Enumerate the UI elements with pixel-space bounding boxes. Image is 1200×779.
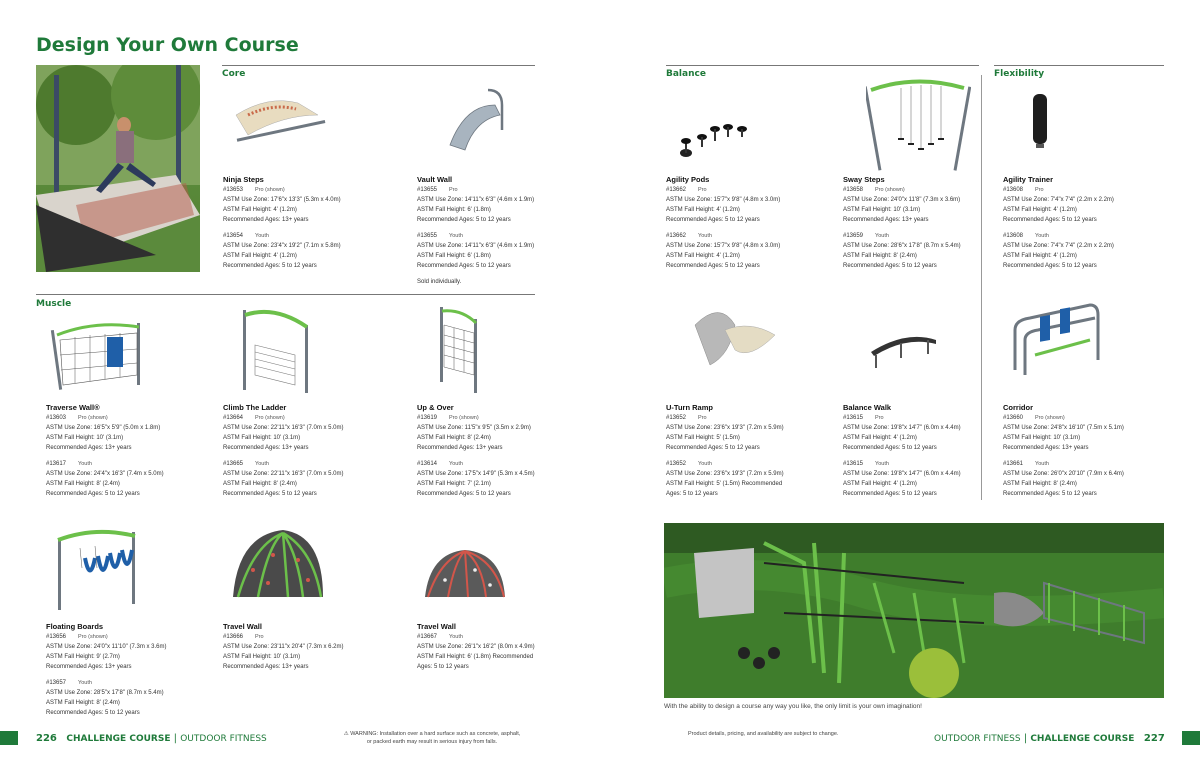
course-photo-caption: With the ability to design a course any way you like, the only limit is your own imagination! bbox=[664, 703, 922, 710]
fall-height: ASTM Fall Height: 8' (2.4m) bbox=[417, 435, 491, 441]
recommended-ages: Recommended Ages: 13+ years bbox=[223, 445, 309, 451]
use-zone: ASTM Use Zone: 22'11"x 16'3" (7.0m x 5.0m) bbox=[223, 471, 344, 477]
use-zone: ASTM Use Zone: 23'11"x 20'4" (7.3m x 6.2m) bbox=[223, 644, 344, 650]
travel-wall-pro-image bbox=[228, 525, 328, 605]
recommended-ages: Recommended Ages: 5 to 12 years bbox=[666, 445, 760, 451]
use-zone: ASTM Use Zone: 24'0"x 11'8" (7.3m x 3.6m) bbox=[843, 197, 961, 203]
section-balance: Balance bbox=[666, 69, 706, 79]
product-name: Climb The Ladder bbox=[223, 403, 287, 412]
product-tag: Youth bbox=[698, 233, 712, 239]
warning-icon: ⚠ bbox=[343, 731, 349, 737]
sway-steps-image bbox=[866, 78, 971, 173]
use-zone: ASTM Use Zone: 16'5"x 5'9" (5.0m x 1.8m) bbox=[46, 425, 161, 431]
product-name: Agility Trainer bbox=[1003, 175, 1054, 184]
recommended-ages: Recommended Ages: 5 to 12 years bbox=[843, 491, 937, 497]
product-number: #13662 bbox=[666, 187, 687, 193]
product-number: #13666 bbox=[223, 634, 244, 640]
product-number: #13608 bbox=[1003, 187, 1024, 193]
recommended-ages: Recommended Ages: 5 to 12 years bbox=[666, 217, 760, 223]
product-floating-boards bbox=[46, 622, 216, 718]
recommended-ages: Recommended Ages: 5 to 12 years bbox=[843, 263, 937, 269]
product-tag: Pro bbox=[698, 187, 707, 193]
product-number: #13652 bbox=[666, 415, 687, 421]
product-number: #13615 bbox=[843, 461, 864, 467]
recommended-ages: Recommended Ages: 13+ years bbox=[1003, 445, 1089, 451]
recommended-ages: Recommended Ages: 13+ years bbox=[843, 217, 929, 223]
recommended-ages: Recommended Ages: 5 to 12 years bbox=[223, 263, 317, 269]
recommended-ages: Recommended Ages: 5 to 12 years bbox=[843, 445, 937, 451]
use-zone: ASTM Use Zone: 23'6"x 19'3" (7.2m x 5.9m) bbox=[666, 471, 784, 477]
recommended-ages: Recommended Ages: 5 to 12 years bbox=[1003, 491, 1097, 497]
product-tag: Youth bbox=[449, 634, 463, 640]
product-number: #13667 bbox=[417, 634, 438, 640]
fall-height: ASTM Fall Height: 7' (2.1m) bbox=[417, 481, 491, 487]
product-number: #13656 bbox=[46, 634, 67, 640]
use-zone: ASTM Use Zone: 7'4"x 7'4" (2.2m x 2.2m) bbox=[1003, 197, 1114, 203]
up-and-over-image bbox=[432, 305, 487, 395]
use-zone: ASTM Use Zone: 14'11"x 6'3" (4.6m x 1.9m) bbox=[417, 243, 535, 249]
product-tag: Youth bbox=[875, 461, 889, 467]
climb-ladder-image bbox=[235, 305, 320, 395]
right-footer bbox=[934, 733, 1165, 744]
disclaimer: Product details, pricing, and availability are subject to change. bbox=[688, 731, 839, 737]
recommended-ages: Recommended Ages: 13+ years bbox=[46, 445, 132, 451]
product-name: Travel Wall bbox=[223, 622, 262, 631]
recommended-ages: Recommended Ages: 5 to 12 years bbox=[666, 263, 760, 269]
use-zone: ASTM Use Zone: 26'0"x 20'10" (7.9m x 6.4m) bbox=[1003, 471, 1124, 477]
divider bbox=[222, 65, 535, 66]
use-zone: ASTM Use Zone: 23'4"x 19'2" (7.1m x 5.8m) bbox=[223, 243, 341, 249]
recommended-ages: Recommended Ages: 13+ years bbox=[223, 217, 309, 223]
product-number: #13661 bbox=[1003, 461, 1024, 467]
product-tag: Pro (shown) bbox=[875, 187, 905, 193]
product-tag: Youth bbox=[698, 461, 712, 467]
product-tag: Pro (shown) bbox=[1035, 415, 1065, 421]
product-tag: Pro (shown) bbox=[78, 415, 108, 421]
product-tag: Youth bbox=[875, 233, 889, 239]
product-balance-walk bbox=[843, 403, 1013, 499]
fall-height: ASTM Fall Height: 10' (3.1m) bbox=[223, 435, 301, 441]
product-name: Agility Pods bbox=[666, 175, 710, 184]
product-tag: Pro (shown) bbox=[449, 415, 479, 421]
product-tag: Youth bbox=[78, 461, 92, 467]
product-number: #13662 bbox=[666, 233, 687, 239]
fall-height: ASTM Fall Height: 8' (2.4m) bbox=[46, 481, 120, 487]
product-tag: Pro bbox=[698, 415, 707, 421]
product-agility-pods bbox=[666, 175, 836, 271]
product-tag: Youth bbox=[1035, 233, 1049, 239]
recommended-ages: Recommended Ages: 5 to 12 years bbox=[46, 710, 140, 716]
product-number: #13657 bbox=[46, 680, 67, 686]
divider bbox=[666, 65, 979, 66]
u-turn-ramp-image bbox=[690, 305, 780, 370]
recommended-ages: Recommended Ages: 13+ years bbox=[223, 664, 309, 670]
ninja-steps-image bbox=[228, 85, 328, 150]
left-footer bbox=[36, 733, 267, 744]
warning-line-2: or packed earth may result in serious injury from falls. bbox=[366, 739, 498, 745]
use-zone: ASTM Use Zone: 19'8"x 14'7" (6.0m x 4.4m) bbox=[843, 425, 961, 431]
product-traverse-wall bbox=[46, 403, 216, 499]
corridor-image bbox=[1010, 300, 1100, 380]
product-number: #13653 bbox=[223, 187, 244, 193]
fall-height: ASTM Fall Height: 8' (2.4m) bbox=[46, 700, 120, 706]
left-footer-bold: CHALLENGE COURSE bbox=[66, 734, 171, 744]
section-core: Core bbox=[222, 69, 246, 79]
use-zone: ASTM Use Zone: 14'11"x 6'3" (4.6m x 1.9m) bbox=[417, 197, 535, 203]
product-note: Sold individually. bbox=[417, 279, 462, 285]
product-name: Corridor bbox=[1003, 403, 1033, 412]
product-number: #13614 bbox=[417, 461, 438, 467]
product-sway-steps bbox=[843, 175, 1013, 271]
product-number: #13654 bbox=[223, 233, 244, 239]
fall-height: ASTM Fall Height: 4' (1.2m) bbox=[1003, 253, 1077, 259]
product-tag: Youth bbox=[449, 461, 463, 467]
fall-height: ASTM Fall Height: 8' (2.4m) bbox=[223, 481, 297, 487]
agility-pods-image bbox=[672, 115, 752, 160]
fall-height-and-ages: ASTM Fall Height: 5' (1.5m) Recommended Ages: 5 to 12 years bbox=[666, 481, 783, 497]
product-tag: Pro (shown) bbox=[255, 187, 285, 193]
divider bbox=[36, 294, 535, 295]
product-agility-trainer bbox=[1003, 175, 1173, 271]
product-name: U-Turn Ramp bbox=[666, 403, 713, 412]
product-number: #13652 bbox=[666, 461, 687, 467]
product-up-and-over bbox=[417, 403, 587, 499]
fall-height-and-ages: ASTM Fall Height: 6' (1.8m) Recommended Ages: 5 to 12 years bbox=[417, 654, 534, 670]
product-name: Up & Over bbox=[417, 403, 454, 412]
use-zone: ASTM Use Zone: 23'6"x 19'3" (7.2m x 5.9m) bbox=[666, 425, 784, 431]
balance-walk-image bbox=[866, 330, 941, 370]
page-number-right: 227 bbox=[1143, 733, 1165, 744]
use-zone: ASTM Use Zone: 24'0"x 11'10" (7.3m x 3.6m) bbox=[46, 644, 167, 650]
use-zone: ASTM Use Zone: 7'4"x 7'4" (2.2m x 2.2m) bbox=[1003, 243, 1114, 249]
fall-height: ASTM Fall Height: 8' (2.4m) bbox=[1003, 481, 1077, 487]
product-number: #13655 bbox=[417, 187, 438, 193]
agility-trainer-image bbox=[1028, 90, 1052, 150]
product-name: Traverse Wall® bbox=[46, 403, 100, 412]
fall-height: ASTM Fall Height: 6' (1.8m) bbox=[417, 253, 491, 259]
product-name: Travel Wall bbox=[417, 622, 456, 631]
section-flexibility: Flexibility bbox=[994, 69, 1045, 79]
floating-boards-image bbox=[50, 528, 145, 613]
fall-height: ASTM Fall Height: 10' (3.1m) bbox=[223, 654, 301, 660]
page-number-left: 226 bbox=[36, 733, 57, 744]
product-name: Balance Walk bbox=[843, 403, 892, 412]
left-footer-light: OUTDOOR FITNESS bbox=[180, 734, 267, 744]
product-tag: Pro bbox=[449, 187, 458, 193]
product-number: #13658 bbox=[843, 187, 864, 193]
product-number: #13665 bbox=[223, 461, 244, 467]
use-zone: ASTM Use Zone: 17'6"x 13'3" (5.3m x 4.0m) bbox=[223, 197, 341, 203]
product-travel-wall-pro bbox=[223, 622, 393, 672]
left-page-tab bbox=[0, 731, 18, 745]
product-tag: Pro bbox=[875, 415, 884, 421]
use-zone: ASTM Use Zone: 26'1"x 16'2" (8.0m x 4.9m) bbox=[417, 644, 535, 650]
recommended-ages: Recommended Ages: 13+ years bbox=[46, 664, 132, 670]
fall-height: ASTM Fall Height: 10' (3.1m) bbox=[46, 435, 124, 441]
fall-height: ASTM Fall Height: 9' (2.7m) bbox=[46, 654, 120, 660]
right-footer-bold: CHALLENGE COURSE bbox=[1030, 734, 1135, 744]
fall-height: ASTM Fall Height: 8' (2.4m) bbox=[843, 253, 917, 259]
fall-height: ASTM Fall Height: 4' (1.2m) bbox=[666, 253, 740, 259]
recommended-ages: Recommended Ages: 13+ years bbox=[417, 445, 503, 451]
warning-line-1: WARNING: Installation over a hard surface such as concrete, asphalt, bbox=[350, 731, 521, 737]
product-number: #13664 bbox=[223, 415, 244, 421]
use-zone: ASTM Use Zone: 22'11"x 16'3" (7.0m x 5.0m) bbox=[223, 425, 344, 431]
fall-height: ASTM Fall Height: 4' (1.2m) bbox=[666, 207, 740, 213]
product-u-turn-ramp bbox=[666, 403, 836, 499]
product-number: #13655 bbox=[417, 233, 438, 239]
product-name: Sway Steps bbox=[843, 175, 885, 184]
right-page-tab bbox=[1182, 731, 1200, 745]
use-zone: ASTM Use Zone: 11'5"x 9'5" (3.5m x 2.9m) bbox=[417, 425, 531, 431]
recommended-ages: Recommended Ages: 5 to 12 years bbox=[1003, 217, 1097, 223]
recommended-ages: Recommended Ages: 5 to 12 years bbox=[417, 491, 511, 497]
travel-wall-youth-image bbox=[420, 545, 510, 605]
page-title: Design Your Own Course bbox=[36, 34, 299, 56]
footer-separator: | bbox=[173, 733, 178, 744]
traverse-wall-image bbox=[45, 315, 150, 395]
product-tag: Pro (shown) bbox=[78, 634, 108, 640]
product-tag: Pro bbox=[255, 634, 264, 640]
product-ninja-steps bbox=[223, 175, 393, 271]
product-travel-wall-youth bbox=[417, 622, 542, 672]
product-corridor bbox=[1003, 403, 1173, 499]
product-name: Ninja Steps bbox=[223, 175, 264, 184]
recommended-ages: Recommended Ages: 5 to 12 years bbox=[417, 263, 511, 269]
product-number: #13659 bbox=[843, 233, 864, 239]
product-tag: Youth bbox=[78, 680, 92, 686]
fall-height: ASTM Fall Height: 5' (1.5m) bbox=[666, 435, 740, 441]
footer-separator: | bbox=[1023, 733, 1028, 744]
product-number: #13617 bbox=[46, 461, 67, 467]
fall-height: ASTM Fall Height: 4' (1.2m) bbox=[223, 253, 297, 259]
use-zone: ASTM Use Zone: 15'7"x 9'8" (4.8m x 3.0m) bbox=[666, 197, 781, 203]
product-tag: Youth bbox=[449, 233, 463, 239]
use-zone: ASTM Use Zone: 24'4"x 16'3" (7.4m x 5.0m) bbox=[46, 471, 164, 477]
fall-height: ASTM Fall Height: 4' (1.2m) bbox=[1003, 207, 1077, 213]
fall-height: ASTM Fall Height: 6' (1.8m) bbox=[417, 207, 491, 213]
product-climb-the-ladder bbox=[223, 403, 393, 499]
hero-photo bbox=[36, 65, 200, 272]
divider bbox=[994, 65, 1164, 66]
fall-height: ASTM Fall Height: 4' (1.2m) bbox=[223, 207, 297, 213]
product-number: #13660 bbox=[1003, 415, 1024, 421]
use-zone: ASTM Use Zone: 17'5"x 14'9" (5.3m x 4.5m) bbox=[417, 471, 535, 477]
product-number: #13608 bbox=[1003, 233, 1024, 239]
product-tag: Pro bbox=[1035, 187, 1044, 193]
use-zone: ASTM Use Zone: 28'5"x 17'8" (8.7m x 5.4m) bbox=[46, 690, 164, 696]
recommended-ages: Recommended Ages: 5 to 12 years bbox=[46, 491, 140, 497]
product-number: #13619 bbox=[417, 415, 438, 421]
product-tag: Pro (shown) bbox=[255, 415, 285, 421]
product-number: #13603 bbox=[46, 415, 67, 421]
recommended-ages: Recommended Ages: 5 to 12 years bbox=[1003, 263, 1097, 269]
use-zone: ASTM Use Zone: 15'7"x 9'8" (4.8m x 3.0m) bbox=[666, 243, 781, 249]
section-muscle: Muscle bbox=[36, 299, 72, 309]
vault-wall-image bbox=[440, 85, 510, 155]
product-tag: Youth bbox=[255, 461, 269, 467]
use-zone: ASTM Use Zone: 24'8"x 16'10" (7.5m x 5.1m) bbox=[1003, 425, 1124, 431]
recommended-ages: Recommended Ages: 5 to 12 years bbox=[223, 491, 317, 497]
product-tag: Youth bbox=[255, 233, 269, 239]
warning-note bbox=[342, 730, 522, 746]
product-vault-wall bbox=[417, 175, 587, 287]
product-tag: Youth bbox=[1035, 461, 1049, 467]
fall-height: ASTM Fall Height: 4' (1.2m) bbox=[843, 435, 917, 441]
fall-height: ASTM Fall Height: 4' (1.2m) bbox=[843, 481, 917, 487]
recommended-ages: Recommended Ages: 5 to 12 years bbox=[417, 217, 511, 223]
use-zone: ASTM Use Zone: 19'8"x 14'7" (6.0m x 4.4m) bbox=[843, 471, 961, 477]
use-zone: ASTM Use Zone: 28'6"x 17'8" (8.7m x 5.4m) bbox=[843, 243, 961, 249]
right-footer-light: OUTDOOR FITNESS bbox=[934, 734, 1021, 744]
product-name: Floating Boards bbox=[46, 622, 104, 631]
product-name: Vault Wall bbox=[417, 175, 453, 184]
course-photo bbox=[664, 523, 1164, 698]
fall-height: ASTM Fall Height: 10' (3.1m) bbox=[1003, 435, 1081, 441]
fall-height: ASTM Fall Height: 10' (3.1m) bbox=[843, 207, 921, 213]
product-number: #13615 bbox=[843, 415, 864, 421]
